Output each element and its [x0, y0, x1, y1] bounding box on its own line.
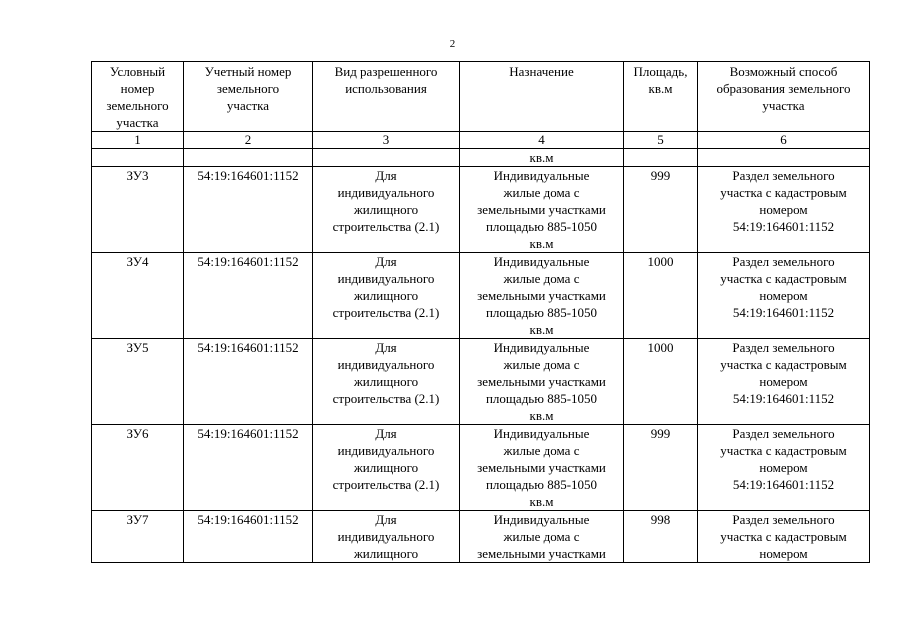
table-cell [92, 253, 184, 339]
cell-line: 1000 [647, 340, 674, 355]
cell-line: площадью 885-1050 [485, 391, 598, 406]
cell-line: ЗУ7 [126, 512, 149, 527]
cell-line: Раздел земельного [732, 426, 835, 441]
cell-line: жилые дома с [503, 529, 580, 544]
table-cell [313, 149, 460, 167]
cell-line: участка [762, 98, 805, 113]
cell-line: жилищного [353, 374, 419, 389]
land-plots-table [91, 61, 870, 563]
continuation-row [92, 149, 870, 167]
cell-line: Условный [109, 64, 166, 79]
cell-line: Для [375, 254, 397, 269]
cell-line: индивидуального [337, 357, 435, 372]
cell-line: жилые дома с [503, 443, 580, 458]
column-number: 6 [698, 132, 870, 149]
cell-line: площадью 885-1050 [485, 305, 598, 320]
table-row [92, 167, 870, 253]
cell-line: строительства (2.1) [332, 305, 440, 320]
cell-line: кв.м [529, 494, 554, 509]
cell-line: Для [375, 512, 397, 527]
table-cell [313, 511, 460, 563]
cell-line: жилищного [353, 460, 419, 475]
table-cell [460, 425, 624, 511]
cell-line: 998 [650, 512, 671, 527]
cell-line: строительства (2.1) [332, 219, 440, 234]
column-header [698, 62, 870, 132]
table-cell [92, 167, 184, 253]
cell-line: Для [375, 168, 397, 183]
cell-line: индивидуального [337, 185, 435, 200]
table-row [92, 253, 870, 339]
table-cell [460, 339, 624, 425]
table-cell [460, 149, 624, 167]
cell-line: номером [759, 374, 808, 389]
table-cell [184, 339, 313, 425]
cell-line: Раздел земельного [732, 254, 835, 269]
cell-line: Индивидуальные [493, 254, 590, 269]
cell-line: земельными участками [477, 288, 606, 303]
column-header [624, 62, 698, 132]
cell-line: земельными участками [477, 374, 606, 389]
table-cell [698, 149, 870, 167]
cell-line: участка с кадастровым [720, 185, 847, 200]
cell-line: земельного [106, 98, 169, 113]
cell-line: строительства (2.1) [332, 477, 440, 492]
cell-line: жилищного [353, 202, 419, 217]
table-cell [624, 167, 698, 253]
cell-line: 54:19:164601:1152 [197, 426, 299, 441]
cell-line: номером [759, 202, 808, 217]
table-cell [184, 425, 313, 511]
table-cell [313, 425, 460, 511]
cell-line: участка [116, 115, 159, 130]
column-number: 5 [624, 132, 698, 149]
table-cell [624, 339, 698, 425]
table-cell [92, 425, 184, 511]
table-cell [624, 425, 698, 511]
cell-line: ЗУ4 [126, 254, 149, 269]
cell-line: строительства (2.1) [332, 391, 440, 406]
cell-line: использования [345, 81, 427, 96]
cell-line: 54:19:164601:1152 [732, 391, 835, 406]
cell-line: ЗУ3 [126, 168, 149, 183]
page-number: 2 [449, 38, 456, 50]
cell-line: номер [120, 81, 155, 96]
cell-line: 54:19:164601:1152 [197, 340, 299, 355]
cell-line: Раздел земельного [732, 512, 835, 527]
table-cell [184, 253, 313, 339]
column-number: 4 [460, 132, 624, 149]
column-header [92, 62, 184, 132]
cell-line: площадью 885-1050 [485, 219, 598, 234]
table-header [92, 62, 870, 149]
table-cell [460, 511, 624, 563]
cell-line: индивидуального [337, 443, 435, 458]
cell-line: номером [759, 546, 808, 561]
cell-line: Индивидуальные [493, 340, 590, 355]
cell-line: ЗУ5 [126, 340, 149, 355]
cell-line: 54:19:164601:1152 [732, 305, 835, 320]
table-cell [313, 167, 460, 253]
table-body [92, 149, 870, 563]
cell-line: 1000 [647, 254, 674, 269]
table-cell [92, 149, 184, 167]
cell-line: кв.м [529, 236, 554, 251]
table-cell [184, 149, 313, 167]
cell-line: жилищного [353, 546, 419, 561]
cell-line: Раздел земельного [732, 340, 835, 355]
cell-line: индивидуального [337, 271, 435, 286]
table-row [92, 339, 870, 425]
cell-line: 54:19:164601:1152 [732, 219, 835, 234]
cell-line: площадью 885-1050 [485, 477, 598, 492]
cell-line: кв.м [529, 408, 554, 423]
table-cell [92, 339, 184, 425]
cell-line: земельными участками [477, 546, 606, 561]
column-number: 1 [92, 132, 184, 149]
cell-line: Индивидуальные [493, 512, 590, 527]
table-cell [624, 149, 698, 167]
table-cell [698, 511, 870, 563]
cell-line: земельными участками [477, 460, 606, 475]
cell-line: Площадь, [633, 64, 688, 79]
table-cell [698, 339, 870, 425]
table-cell [184, 167, 313, 253]
table-cell [184, 511, 313, 563]
table-cell [698, 253, 870, 339]
table-cell [460, 253, 624, 339]
cell-line: 999 [650, 426, 671, 441]
cell-line: Индивидуальные [493, 168, 590, 183]
column-number: 2 [184, 132, 313, 149]
cell-line: Для [375, 426, 397, 441]
cell-line: индивидуального [337, 529, 435, 544]
cell-line: кв.м [648, 81, 673, 96]
cell-line: Возможный способ [729, 64, 838, 79]
cell-line: земельными участками [477, 202, 606, 217]
cell-line: участка с кадастровым [720, 443, 847, 458]
cell-line: 54:19:164601:1152 [732, 477, 835, 492]
cell-line: кв.м [529, 322, 554, 337]
cell-line: Для [375, 340, 397, 355]
column-number-row [92, 132, 870, 149]
cell-line: номером [759, 288, 808, 303]
cell-line: 999 [650, 168, 671, 183]
cell-line: жилищного [353, 288, 419, 303]
cell-line: ЗУ6 [126, 426, 149, 441]
cell-line: жилые дома с [503, 357, 580, 372]
cell-line: 54:19:164601:1152 [197, 168, 299, 183]
cell-line: участка с кадастровым [720, 529, 847, 544]
table-cell [624, 253, 698, 339]
cell-line: Раздел земельного [732, 168, 835, 183]
cell-line: жилые дома с [503, 185, 580, 200]
table-cell [460, 167, 624, 253]
table-row [92, 425, 870, 511]
cell-line: земельного [216, 81, 280, 96]
cell-line: Индивидуальные [493, 426, 590, 441]
header-row [92, 62, 870, 132]
cell-line: участка с кадастровым [720, 271, 847, 286]
cell-line: 54:19:164601:1152 [197, 512, 299, 527]
cell-line: образования земельного [716, 81, 851, 96]
column-header [460, 62, 624, 132]
cell-line: Назначение [509, 64, 574, 79]
cell-line: участка [226, 98, 270, 113]
table-cell [698, 425, 870, 511]
cell-line: Учетный номер [204, 64, 292, 79]
cell-line: жилые дома с [503, 271, 580, 286]
table-row [92, 511, 870, 563]
cell-line: участка с кадастровым [720, 357, 847, 372]
table-cell [624, 511, 698, 563]
cell-line: номером [759, 460, 808, 475]
column-header [313, 62, 460, 132]
cell-line: Вид разрешенного [334, 64, 438, 79]
table-cell [313, 339, 460, 425]
cell-line: кв.м [529, 150, 554, 165]
table-cell [313, 253, 460, 339]
cell-line: 54:19:164601:1152 [197, 254, 299, 269]
table-cell [92, 511, 184, 563]
column-header [184, 62, 313, 132]
column-number: 3 [313, 132, 460, 149]
table-cell [698, 167, 870, 253]
